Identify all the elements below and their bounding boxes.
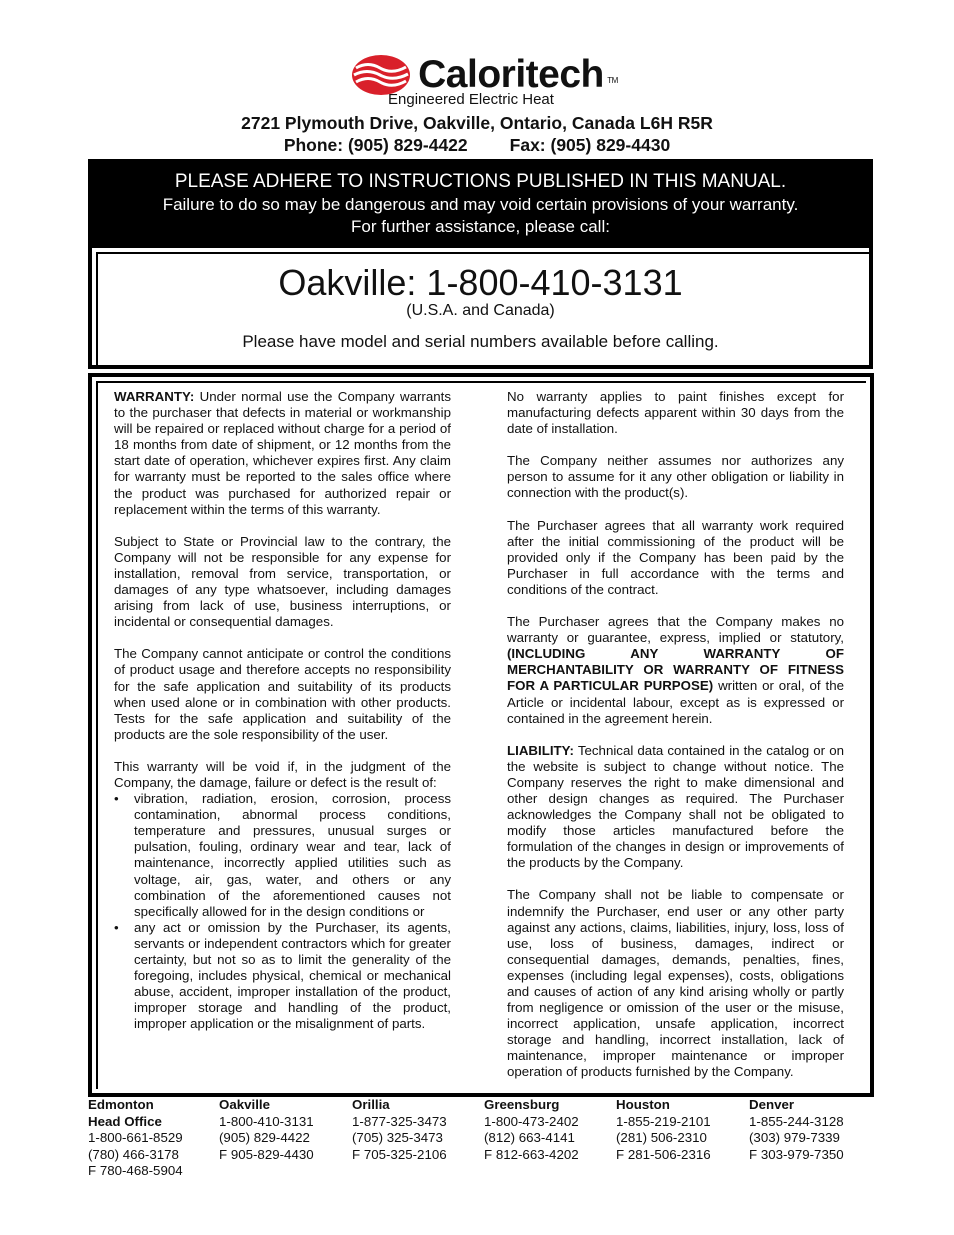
warranty-paragraph: WARRANTY: Under normal use the Company warrants to the purchaser that defects in material or workmanship will be repaired or replaced without charge for a period of 18 months from date of shipment, or 12 months from the start date of operation, whichever expires first. Any claim for warranty must be reported to the sales office where the product was purchased for authorized repair or replacement within the terms of this warranty. [114, 389, 451, 517]
notice-line-3: For further assistance, please call: [351, 217, 610, 236]
void-conditions-list [114, 791, 451, 1032]
brand-name: Caloritech TM [418, 53, 604, 97]
void-paragraph: This warranty will be void if, in the judgment of the Company, the damage, failure or defect is the result of: [114, 758, 451, 790]
warranty-terms-box [88, 373, 874, 1097]
terms-left-column [114, 389, 451, 1032]
warranty-heading: WARRANTY: [114, 389, 195, 404]
payment-paragraph: The Purchaser agrees that all warranty work required after the initial commissioning of the product will be provided only if the Company has been paid by the Purchaser in full accordance with the terms and conditions of the contract. [507, 517, 844, 597]
no-warranty-paragraph: The Purchaser agrees that the Company makes no warranty or guarantee, express, implied or statutory, (INCLUDING ANY WARRANTY OF MERCHANTABILITY OR WARRANTY OF FITNESS FOR A PARTICULAR PURPOSE) written or oral, of the Article or incidental labour, except as is expressed or contained in the agreement herein. [507, 614, 844, 726]
office-greensburg: Greensburg 1-800-473-2402 (812) 663-4141 F 812-663-4202 [484, 1097, 579, 1162]
support-region: (U.S.A. and Canada) [406, 302, 555, 319]
support-note: Please have model and serial numbers available before calling. [242, 332, 719, 351]
indemnity-paragraph: The Company shall not be liable to compensate or indemnify the Purchaser, end user or any other party against any actions, claims, liabilities, injury, loss, loss of use, loss of business, damages, indirect or consequential damages, demands, penalties, fines, expenses (including legal expenses), costs, obligations and causes of action of any kind arising wholly or partly from negligence or omission of the user or the misuse, incorrect application, unsafe application, incorrect storage and handling, incorrect installation, lack of maintenance, improper maintenance or improper operation of products furnished by the Company. [507, 887, 844, 1080]
usage-paragraph: The Company cannot anticipate or control the conditions of product usage and therefore accepts no responsibility for the safe application and suitability of its products when used alone or in combination with other products. Tests for the safe application and suitability of the products are the sole responsibility of the user. [114, 646, 451, 742]
trademark: TM [607, 76, 618, 85]
tagline: Engineered Electric Heat [388, 91, 554, 108]
terms-right-column [507, 389, 844, 1097]
state-law-paragraph: Subject to State or Provincial law to the contrary, the Company will not be responsible for any expense for installation, removal from service, transportation, or damages of any type whatsoever, including damages arising from lack of use, business interruptions, or incidental or consequential damages. [114, 533, 451, 630]
notice-line-1: PLEASE ADHERE TO INSTRUCTIONS PUBLISHED IN THIS MANUAL. [174, 171, 787, 192]
notice-line-2: Failure to do so may be dangerous and may void certain provisions of your warranty. [162, 195, 799, 214]
liability-paragraph: LIABILITY: Technical data contained in the catalog or on the website is subject to change without notice. The Company reserves the right to make dimensional and other design changes as required. The Purchaser acknowledges the Company shall not be obligated to modify those articles manufactured before the formulation of the changes in design or improvements of the products by the Company. [507, 742, 844, 871]
contact-line [0, 135, 954, 156]
support-phone: Oakville: 1-800-410-3131 [278, 262, 683, 303]
list-item: • any act or omission by the Purchaser, its agents, servants or independent contractors which for greater certainty, but not so as to limit the generality of the foregoing, includes physical, chemical or mechanical abuse, accident, improper installation of the product, improper storage and handling of the product, improper application or the misalignment of parts. [114, 920, 451, 1033]
phone-number: Phone: (905) 829-4422 [283, 135, 468, 155]
office-houston: Houston 1-855-219-2101 (281) 506-2310 F 281-506-2316 [616, 1097, 711, 1162]
obligation-paragraph: The Company neither assumes nor authorizes any person to assume for it any other obligation or liability in connection with the product(s). [507, 453, 844, 501]
call-box [88, 248, 873, 369]
paint-paragraph: No warranty applies to paint finishes except for manufacturing defects apparent within 30 days from the date of installation. [507, 389, 844, 437]
office-orillia: Orillia 1-877-325-3473 (705) 325-3473 F 705-325-2106 [352, 1097, 447, 1162]
office-denver: Denver 1-855-244-3128 (303) 979-7339 F 303-979-7350 [749, 1097, 844, 1162]
office-edmonton: Edmonton Head Office 1-800-661-8529 (780) 466-3178 F 780-468-5904 [88, 1097, 183, 1178]
fax-number: Fax: (905) 829-4430 [509, 135, 671, 155]
list-item: • vibration, radiation, erosion, corrosion, process contamination, abnormal process conditions, temperature and pressures, unusual surges or pulsation, fouling, ordinary wear and tear, lack of maintenance, incorrectly applied utilities such as voltage, air, gas, water, and others or any combination of the aforementioned causes not specifically allowed for in the design conditions or [114, 791, 451, 920]
office-oakville: Oakville 1-800-410-3131 (905) 829-4422 F 905-829-4430 [219, 1097, 314, 1162]
call-box-inner-border [96, 252, 869, 365]
notice-banner [88, 159, 873, 248]
liability-heading: LIABILITY: [507, 742, 574, 758]
company-address: 2721 Plymouth Drive, Oakville, Ontario, Canada L6H R5R [241, 113, 713, 133]
